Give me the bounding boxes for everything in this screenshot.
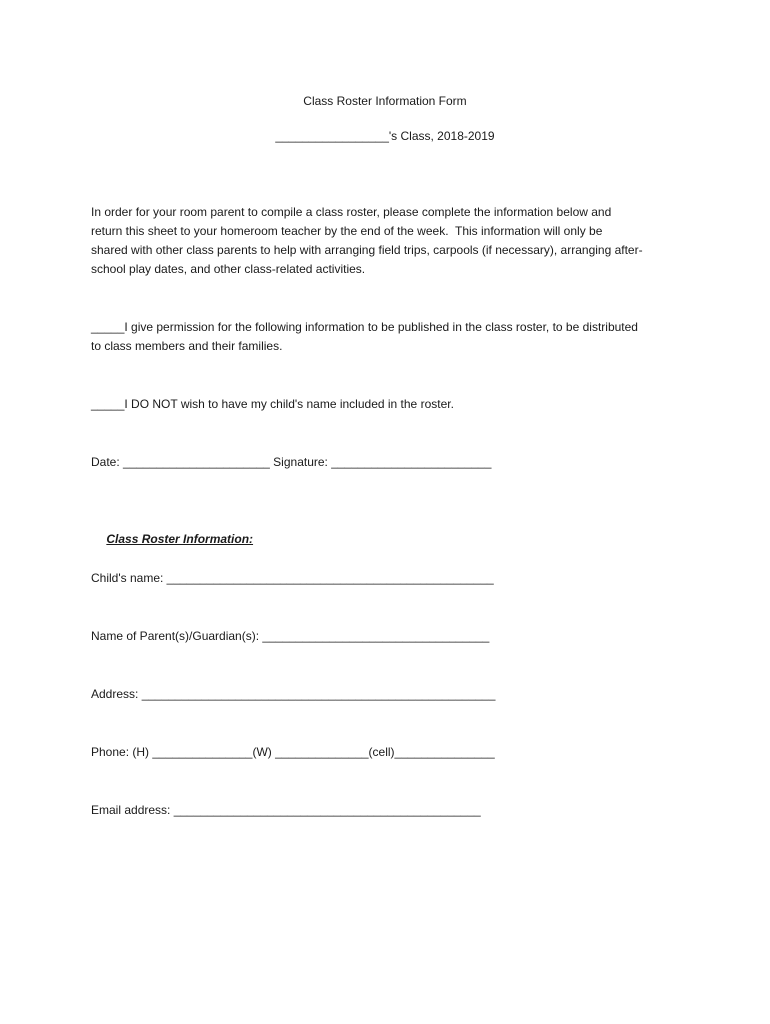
section-heading <box>93 511 253 568</box>
address-field[interactable]: Address: _____________________________________________________ <box>91 687 496 701</box>
permission-line: to class members and their families. <box>91 339 283 353</box>
intro-line: In order for your room parent to compile a class roster, please complete the information below and <box>91 205 612 219</box>
email-field[interactable]: Email address: ______________________________________________ <box>91 803 481 817</box>
permission-paragraph <box>91 318 691 356</box>
intro-line: shared with other class parents to help with arranging field trips, carpools (if necessary), arranging after- <box>91 243 643 257</box>
intro-line: return this sheet to your homeroom teacher by the end of the week. This information will only be <box>91 224 603 238</box>
parent-name-field[interactable]: Name of Parent(s)/Guardian(s): __________________________________ <box>91 629 490 643</box>
class-year-line: _________________'s Class, 2018-2019 <box>275 129 495 143</box>
form-title: Class Roster Information Form <box>303 94 467 108</box>
opt-out-line[interactable]: _____I DO NOT wish to have my child's name included in the roster. <box>91 397 454 411</box>
date-signature-line[interactable]: Date: ______________________ Signature: ________________________ <box>91 455 492 469</box>
section-heading-text: Class Roster Information: <box>106 532 254 546</box>
child-name-field[interactable]: Child's name: _________________________________________________ <box>91 571 494 585</box>
intro-paragraph <box>91 203 691 279</box>
intro-line: school play dates, and other class-related activities. <box>91 262 366 276</box>
permission-line[interactable]: _____I give permission for the following information to be published in the class roster, to be distributed <box>91 320 638 334</box>
phone-field[interactable]: Phone: (H) _______________(W) ______________(cell)_______________ <box>91 745 495 759</box>
